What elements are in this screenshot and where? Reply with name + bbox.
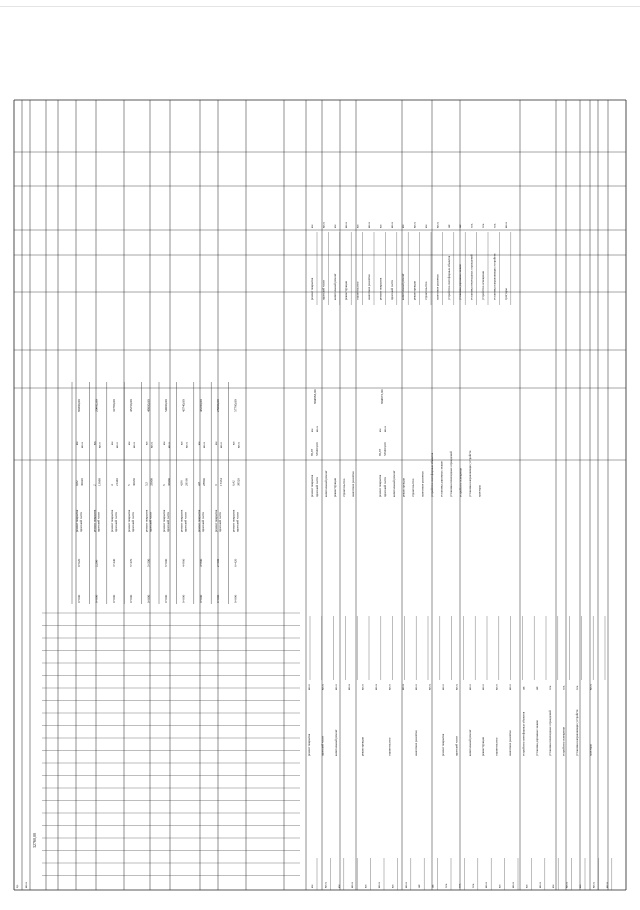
right-unit-0: км (310, 224, 314, 228)
lower-left-name-18: установка пешеходных ограждений (548, 710, 553, 756)
segment-unit-b-4: кв.м. (149, 441, 154, 448)
left-unit-6: км (390, 884, 395, 888)
lower-left-unit-12: кв.м (467, 684, 472, 690)
segment-unit-a-1: км. (92, 440, 97, 445)
segment-unit-b-8: кв.м (219, 442, 224, 448)
segment-work-a-3: ремонт покрытия (127, 509, 132, 532)
lower-left-unit-14: кв.м (494, 684, 499, 690)
right-unit-17: кв.м. (503, 221, 508, 228)
left-unit-11: п.м. (457, 882, 462, 888)
segment-work-b-3: проезжей части (131, 512, 136, 532)
lower-left-name-1: проезжей части (320, 736, 325, 756)
left-unit-2: км (336, 884, 341, 888)
segment-start-0: 0+000 (77, 594, 81, 603)
segment-unit-a-5: км (162, 441, 166, 445)
segment-work-a-9: ремонт покрытия (231, 509, 236, 532)
segment-area-3: 30030 (132, 478, 137, 486)
left-unit-3: кв.м. (350, 881, 355, 888)
segment-area-2: 21440 (114, 478, 119, 486)
segment-len-7: 4,8 (196, 482, 201, 486)
total2-label1: ремонт покрытия (378, 474, 382, 497)
segment-work-b-2: проезжей части (113, 512, 118, 532)
segment-len-4: 5,5 (144, 482, 149, 486)
right-row-16: установка направляющих устройств (492, 253, 497, 300)
total2-unit-a: км (378, 428, 382, 432)
segment-work-a-6: ремонт покрытия (179, 509, 184, 532)
header-unit-ed: ед. (15, 884, 19, 888)
lower-left-name-12: капитальный ремонт (467, 729, 472, 756)
total2-row-7: устройство освещения (458, 468, 463, 497)
right-row-15: устройство освещения (481, 271, 485, 300)
right-row-6: ремонт покрытия (378, 277, 383, 300)
total2-row-3: нанесение разметки (420, 471, 425, 497)
right-unit-5: кв.м. (367, 221, 371, 228)
right-unit-10: км (424, 224, 428, 228)
left-unit-8: шт. (417, 883, 422, 888)
right-row-10: строительство (424, 281, 428, 300)
right-unit-6: км (378, 224, 383, 228)
segment-unit-b-2: кв.м (114, 442, 119, 448)
total2-row-8: установка направляющих устройств (468, 450, 472, 497)
total1-unit-b: кв.м. (315, 425, 319, 432)
segment-end-6: 4+860 (181, 558, 186, 567)
segment-end-1: 2,200 (94, 559, 99, 567)
segment-area-0: 30020 (80, 478, 84, 486)
total1-cost: 804983,00 (313, 389, 317, 404)
segment-unit-b-0: кв.м. (80, 441, 84, 448)
segment-work-a-1: ремонт покрытия (92, 509, 97, 532)
segment-unit-a-0: км (75, 441, 79, 445)
segment-work-a-2: ремонт покрытия (109, 509, 114, 532)
segment-work-a-4: ремонт покрытия (144, 509, 149, 532)
total1-label1: ремонт покрытия (310, 474, 314, 497)
segment-start-3: 0+000 (129, 594, 134, 603)
segment-work-a-0: ремонт покрытия (75, 509, 79, 532)
segment-unit-b-7: кв.м. (201, 441, 206, 448)
segment-area-5: 36000 (167, 478, 171, 486)
segment-work-b-9: проезжей части (235, 512, 240, 532)
lower-left-unit-5: кв.м. (374, 683, 378, 690)
left-unit-9: шт. (430, 883, 435, 888)
lower-left-unit-20: п.м. (575, 684, 579, 690)
segment-len-2: 4 (109, 484, 114, 486)
total1-unit-a: км (310, 428, 314, 432)
segment-work-a-5: ремонт покрытия (162, 509, 166, 532)
segment-cost-1: 20682,00 (94, 399, 99, 412)
segment-unit-a-8: км (214, 441, 219, 445)
segment-unit-a-6: км (179, 441, 184, 445)
lower-left-name-14: строительство (494, 737, 499, 756)
total2-cost: 804672,00 (380, 389, 384, 404)
total2-row-1: реконструкция (401, 478, 406, 497)
right-row-7: проезжей части (389, 280, 394, 300)
total1-len: 86,87 (310, 448, 314, 456)
right-unit-16: п.м. (492, 222, 497, 228)
right-unit-15: п.м. (481, 222, 485, 228)
left-unit-10: п.м. (444, 882, 448, 888)
left-unit-1: кв.м. (323, 881, 328, 888)
total2-label2: проезжей части (383, 477, 387, 497)
segment-unit-a-2: км (109, 441, 114, 445)
lower-left-name-4: реконструкция (360, 737, 365, 756)
segment-work-b-4: проезжей части (148, 512, 153, 532)
segment-cost-3: 45250,00 (129, 399, 134, 412)
right-unit-8: км (401, 224, 406, 228)
segment-len-1: 2 (92, 484, 97, 486)
left-unit-16: км (524, 884, 529, 888)
right-unit-1: кв.м. (321, 221, 326, 228)
right-row-8: капитальный ремонт (401, 273, 406, 300)
segment-len-8: 3 (214, 484, 219, 486)
lower-left-unit-11: кв.м. (454, 683, 459, 690)
segment-end-4: 5+500 (146, 558, 151, 567)
segment-start-4: 0+000 (146, 594, 151, 603)
segment-end-0: 0+020 (77, 558, 81, 567)
lower-left-name-15: нанесение разметки (508, 730, 512, 756)
left-unit-15: кв.м. (511, 881, 515, 888)
segment-work-b-0: проезжей части (79, 512, 83, 532)
segment-end-2: 3+440 (111, 558, 116, 567)
right-unit-3: кв.м. (344, 221, 349, 228)
right-unit-12: шт. (446, 223, 451, 228)
lower-left-name-13: реконструкция (481, 737, 486, 756)
right-unit-9: кв.м. (412, 221, 417, 228)
left-unit-18: км (551, 884, 556, 888)
total1-row-3: нанесение разметки (351, 471, 355, 497)
total1-row-1: реконструкция (333, 478, 337, 497)
segment-area-4: 33000 (149, 478, 154, 486)
segment-start-9: 0+000 (233, 594, 238, 603)
segment-area-9: 38520 (236, 478, 241, 486)
segment-len-5: 6 (162, 484, 166, 486)
total1-label2: проезжей части (315, 477, 319, 497)
segment-len-0: 0,82 (75, 480, 79, 486)
segment-unit-a-3: км (127, 441, 132, 445)
total2-unit-b: кв.м. (383, 425, 387, 432)
segment-cost-4: 49000,00 (146, 399, 151, 412)
segment-len-6: 4,86 (179, 480, 184, 486)
total2-row-9: тротуары (477, 485, 482, 497)
left-unit-12: п.м. (470, 882, 475, 888)
segment-work-a-8: ремонт покрытия (214, 509, 219, 532)
left-unit-19: кв.м. (564, 881, 569, 888)
left-unit-22: кв.м. (604, 881, 609, 888)
right-row-13: установка дорожных знаков (458, 264, 463, 300)
right-row-1: проезжей части (321, 280, 326, 300)
segment-work-b-5: проезжей части (166, 512, 170, 532)
lower-left-unit-3: кв.м. (347, 683, 352, 690)
lower-left-name-16: устройство светофорных объектов (521, 711, 526, 756)
segment-cost-6: 43740,00 (181, 399, 186, 412)
lower-left-unit-0: кв.м (307, 684, 311, 690)
total2-row-6: установка пешеходных ограждений (449, 451, 453, 497)
segment-unit-b-6: кв.м. (184, 441, 189, 448)
right-unit-14: п.м. (469, 222, 474, 228)
total2-row-2: строительство (411, 478, 415, 497)
left-unit-20: км (578, 884, 582, 888)
right-row-11: нанесение разметки (435, 274, 440, 300)
right-row-5: нанесение разметки (367, 274, 371, 300)
right-unit-2: км (332, 224, 337, 228)
lower-left-name-6: строительство (387, 737, 392, 756)
left-unit-5: кв.м. (377, 881, 381, 888)
left-unit-13: кв.м. (484, 881, 489, 888)
segment-work-a-7: ремонт покрытия (196, 509, 201, 532)
segment-area-1: 13988 (97, 478, 102, 486)
segment-unit-b-1: кв.м (97, 442, 102, 448)
lower-left-unit-6: кв.м (387, 684, 392, 690)
lower-left-unit-13: кв.м (481, 684, 486, 690)
lower-left-unit-16: шт. (521, 685, 526, 690)
left-unit-14: км (497, 884, 502, 888)
right-row-0: ремонт покрытия (310, 277, 314, 300)
segment-area-6: 29160 (184, 478, 189, 486)
lower-left-unit-4: кв.м (360, 684, 365, 690)
left-unit-4: км (363, 884, 368, 888)
lower-left-unit-2: кв.м (333, 684, 338, 690)
left-unit-17: кв.м. (537, 881, 542, 888)
segment-work-b-7: проезжей части (200, 512, 205, 532)
segment-end-3: 5+470 (129, 558, 134, 567)
header-unit-kvm: кв.м. (24, 881, 28, 888)
lower-left-name-20: установка направляющих устройств (575, 709, 579, 756)
total1-area: 536403,00 (315, 442, 319, 456)
lower-left-unit-8: кв.м (414, 684, 419, 690)
lower-left-unit-17: шт. (534, 685, 539, 690)
total2-len: 86,87 (378, 448, 382, 456)
segment-unit-a-7: км (196, 441, 201, 445)
right-row-2: капитальный ремонт (332, 273, 337, 300)
lower-left-name-0: ремонт покрытия (307, 733, 311, 756)
segment-unit-b-3: кв.м. (132, 441, 137, 448)
segment-end-7: 4+800 (198, 558, 203, 567)
total2-row-4: устройство светофорных объектов (430, 452, 434, 497)
segment-end-9: 6+420 (233, 558, 238, 567)
segment-cost-9: 57780,00 (233, 399, 238, 412)
segment-area-7: 28800 (201, 478, 206, 486)
segment-work-b-6: проезжей части (183, 512, 188, 532)
segment-start-6: 0+000 (181, 594, 186, 603)
segment-len-3: 5 (127, 484, 132, 486)
total2-row-0: капитальный ремонт (392, 470, 396, 497)
segment-start-8: 0+000 (216, 594, 221, 603)
segment-len-9: 6,42 (231, 480, 236, 486)
right-unit-7: кв.м. (389, 221, 394, 228)
lower-left-unit-7: кв.м. (400, 683, 405, 690)
lower-left-unit-21: кв.м. (588, 683, 593, 690)
left-unit-21: кв.м. (591, 881, 596, 888)
lower-left-name-11: проезжей части (454, 736, 459, 756)
segment-end-8: 2+509 (216, 558, 221, 567)
right-row-12: устройство светофорных объектов (446, 255, 451, 300)
left-unit-0: км (310, 884, 314, 888)
segment-start-7: 0+000 (198, 594, 203, 603)
segment-cost-0: 80300,00 (77, 399, 81, 412)
lower-left-unit-1: кв.м. (320, 683, 325, 690)
segment-start-2: 0+000 (111, 594, 116, 603)
right-row-17: тротуары (503, 288, 508, 300)
lower-left-name-8: нанесение разметки (414, 730, 419, 756)
right-unit-13: шт. (458, 223, 463, 228)
right-row-9: реконструкция (412, 281, 417, 300)
segment-area-8: 17334 (219, 478, 224, 486)
total1-row-2: строительство (342, 478, 346, 497)
segment-cost-7: 43200,00 (198, 399, 203, 412)
segment-unit-a-9: км (231, 441, 236, 445)
total1-row-0: капитальный ремонт (324, 470, 328, 497)
right-unit-4: км (355, 224, 360, 228)
lower-left-name-10: ремонт покрытия (441, 733, 445, 756)
lower-left-unit-19: п.м. (561, 684, 566, 690)
segment-end-5: 6+000 (164, 558, 168, 567)
segment-work-b-8: проезжей части (218, 512, 223, 532)
lower-left-name-17: установка дорожных знаков (534, 720, 539, 756)
header-total-value: 32760,00 (32, 833, 37, 848)
lower-left-unit-9: кв.м. (427, 683, 432, 690)
lower-left-unit-15: кв.м (508, 684, 512, 690)
lower-left-unit-10: кв.м (441, 684, 445, 690)
segment-start-1: 0+000 (94, 594, 99, 603)
segment-unit-a-4: км (144, 441, 149, 445)
right-row-14: установка пешеходных ограждений (469, 254, 474, 300)
right-row-4: строительство (355, 281, 360, 300)
top-edge-line (0, 6, 640, 7)
left-unit-7: кв.м. (403, 881, 408, 888)
right-unit-11: кв.м. (435, 221, 440, 228)
total2-area: 536403,00 (383, 442, 387, 456)
segment-unit-b-9: кв.м. (236, 441, 241, 448)
segment-start-5: 0+000 (164, 594, 168, 603)
lower-left-name-21: тротуары (588, 744, 593, 756)
segment-cost-5: 54000,00 (164, 399, 168, 412)
segment-unit-b-5: кв.м. (167, 441, 171, 448)
total2-row-5: установка дорожных знаков (439, 461, 444, 497)
lower-left-name-2: капитальный ремонт (333, 729, 338, 756)
right-row-3: реконструкция (344, 281, 349, 300)
lower-left-unit-18: п.м. (548, 684, 553, 690)
segment-work-b-1: проезжей части (96, 512, 101, 532)
segment-cost-2: 32760,00 (111, 399, 116, 412)
lower-left-name-19: устройство освещения (561, 727, 566, 756)
segment-cost-8: 25000,00 (216, 399, 221, 412)
